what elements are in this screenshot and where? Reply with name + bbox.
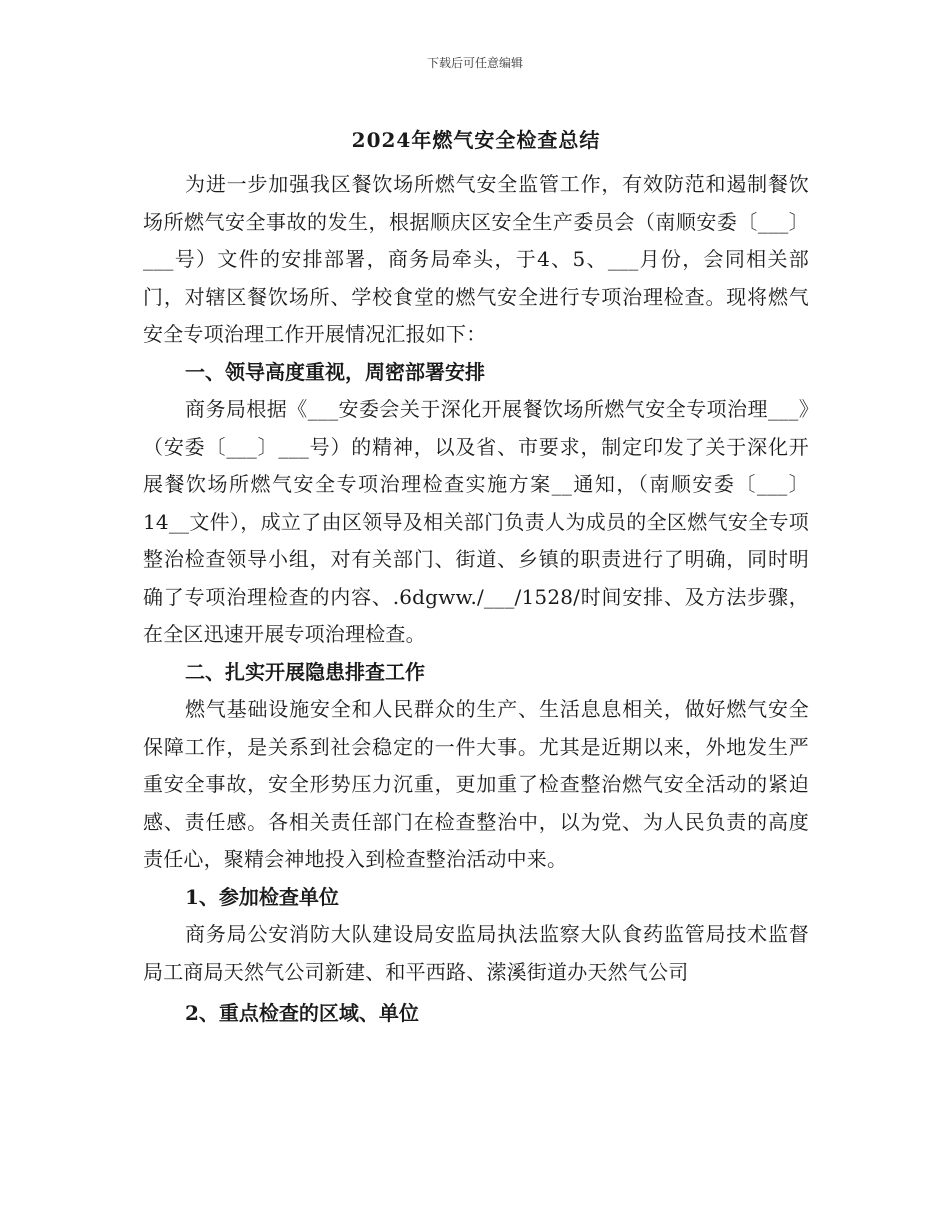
subsection-heading-1: 1、参加检查单位 bbox=[185, 884, 339, 909]
intro-paragraph: 为进一步加强我区餐饮场所燃气安全监管工作，有效防范和遏制餐饮场所燃气安全事故的发生，根据顺庆区安全生产委员会（南顺安委〔___〕___号）文件的安排部署，商务局牵头，于4、5、___月份，会同相关部门，对辖区餐饮场所、学校食堂的燃气安全进行专项治理检查。现将燃气安全专项治理工作开展情况汇报如下： bbox=[143, 172, 809, 346]
section-1-paragraph: 商务局根据《___安委会关于深化开展餐饮场所燃气安全专项治理___》（安委〔___〕___号）的精神，以及省、市要求，制定印发了关于深化开展餐饮场所燃气安全专项治理检查实施方案__通知，（南顺安委〔___〕14__文件），成立了由区领导及相关部门负责人为成员的全区燃气安全专项整治检查领导小组，对有关部门、街道、乡镇的职责进行了明确，同时明确了专项治理检查的内容、.6dgww./___/1528/时间安排、及方法步骤，在全区迅速开展专项治理检查。 bbox=[143, 397, 809, 646]
section-heading-2: 二、扎实开展隐患排查工作 bbox=[185, 659, 425, 684]
document-title: 2024年燃气安全检查总结 bbox=[351, 128, 601, 152]
subsection-heading-2: 2、重点检查的区域、单位 bbox=[185, 1001, 419, 1025]
subsection-1-paragraph: 商务局公安消防大队建设局安监局执法监察大队食药监管局技术监督局工商局天然气公司新建、和平西路、潆溪街道办天然气公司 bbox=[143, 922, 809, 984]
document-body bbox=[143, 120, 809, 1033]
section-heading-1: 一、领导高度重视，周密部署安排 bbox=[185, 359, 485, 384]
header-note: 下载后可任意编辑 bbox=[426, 56, 523, 70]
section-2-paragraph: 燃气基础设施安全和人民群众的生产、生活息息相关，做好燃气安全保障工作，是关系到社会稳定的一件大事。尤其是近期以来，外地发生严重安全事故，安全形势压力沉重，更加重了检查整治燃气安全活动的紧迫感、责任感。各相关责任部门在检查整治中，以为党、为人民负责的高度责任心，聚精会神地投入到检查整治活动中来。 bbox=[143, 697, 809, 871]
